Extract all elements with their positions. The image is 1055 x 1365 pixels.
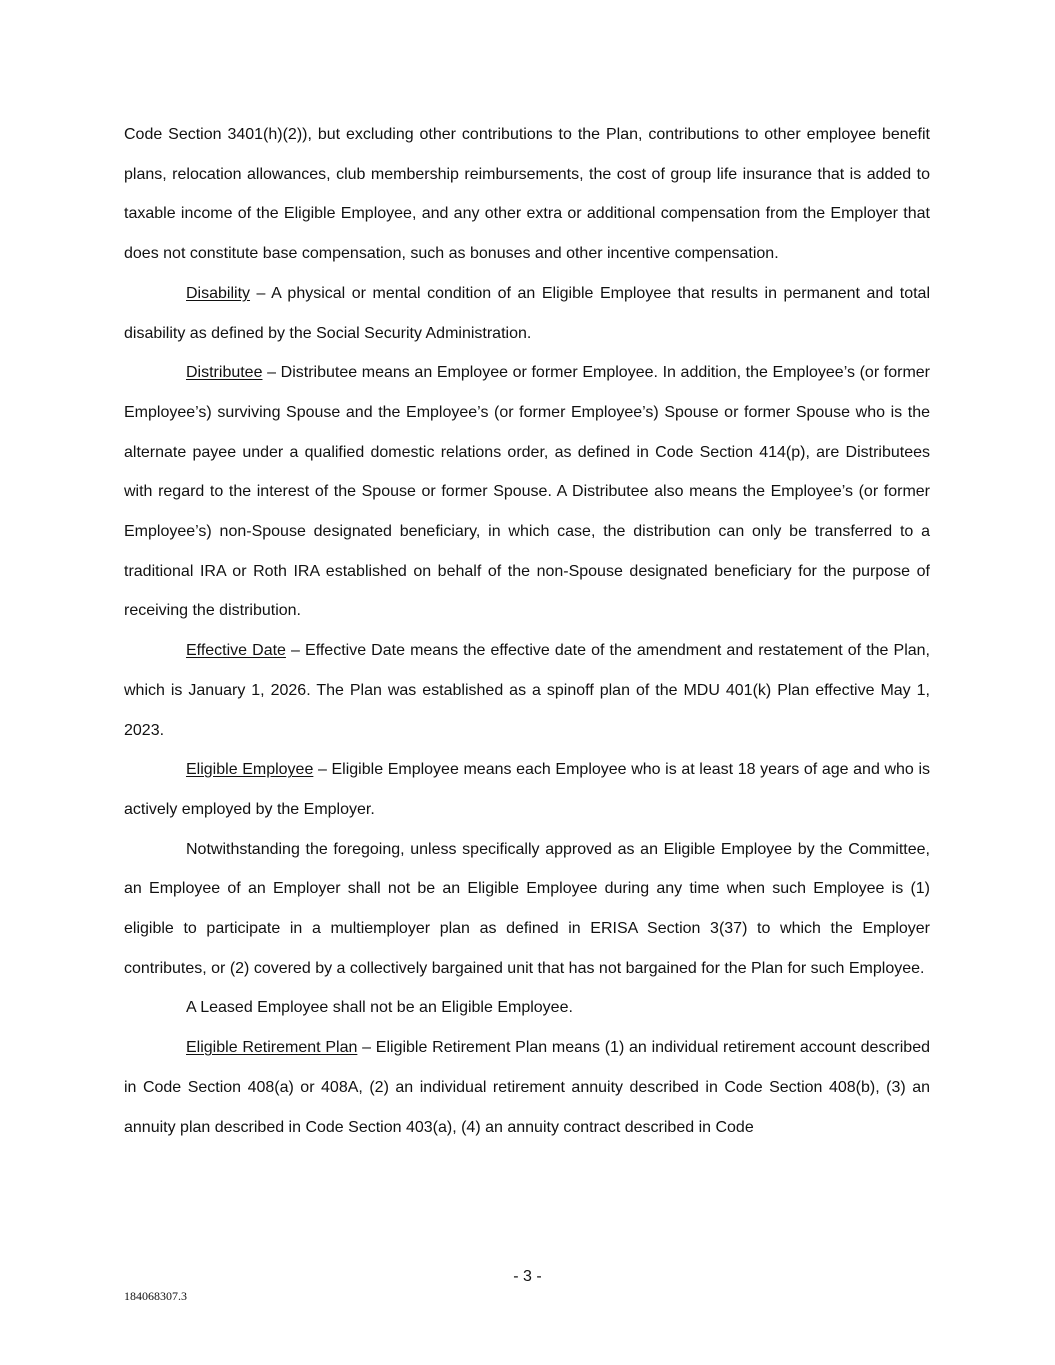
definition-text: Eligible Employee means each Employee who is at least 18 years of age and who is actively employed by the Employer. xyxy=(124,761,930,818)
page-number: - 3 - xyxy=(513,1268,542,1285)
paragraph-text: Notwithstanding the foregoing, unless specifically approved as an Eligible Employee by the Committee, an Employee of an Employer shall not be an Eligible Employee during any time when such Employee is (1) eligible to participate in a multiemployer plan as defined in ERISA Section 3(37) to which the Employer contributes, or (2) covered by a collectively bargained unit that has not bargained for the Plan for such Employee. xyxy=(124,840,930,977)
definition-text: Effective Date means the effective date of the amendment and restatement of the Plan, which is January 1, 2026. The Plan was established as a spinoff plan of the MDU 401(k) Plan effective May 1, 2023. xyxy=(124,642,931,739)
defined-term: Disability xyxy=(186,284,251,302)
paragraph-leased-employee xyxy=(124,988,930,1028)
paragraph-text: Code Section 3401(h)(2)), but excluding other contributions to the Plan, contributions to other employee benefit plans, relocation allowances, club membership reimbursements, the cost of group life insurance that is added to taxable income of the Eligible Employee, and any other extra or additional compensation from the Employer that does not constitute base compensation, such as bonuses and other incentive compensation. xyxy=(124,126,930,263)
defined-term: Eligible Retirement Plan xyxy=(186,1039,358,1057)
term-separator: – xyxy=(357,1039,376,1057)
definition-text: A physical or mental condition of an Eligible Employee that results in permanent and total disability as defined by the Social Security Administration. xyxy=(124,284,930,342)
definition-effective-date xyxy=(124,631,930,750)
definition-disability xyxy=(124,274,930,353)
defined-term: Effective Date xyxy=(186,642,286,660)
term-separator: – xyxy=(285,642,306,660)
paragraph-text: A Leased Employee shall not be an Eligible Employee. xyxy=(186,999,573,1017)
document-body xyxy=(124,115,930,1147)
definition-eligible-employee xyxy=(124,750,930,829)
document-id: 184068307.3 xyxy=(124,1289,187,1303)
definition-distributee xyxy=(124,353,930,631)
definition-text: Eligible Retirement Plan means (1) an individual retirement account described in Code Section 408(a) or 408A, (2) an individual retirement annuity described in Code Section 408(b), (3) an annuity plan described in Code Section 403(a), (4) an annuity contract described in Code xyxy=(124,1039,930,1136)
term-separator: – xyxy=(262,364,281,382)
term-separator: – xyxy=(250,284,272,302)
defined-term: Eligible Employee xyxy=(186,761,314,779)
defined-term: Distributee xyxy=(186,364,263,382)
term-separator: – xyxy=(313,761,332,779)
definition-eligible-retirement-plan xyxy=(124,1028,930,1147)
paragraph-notwithstanding xyxy=(124,830,930,989)
definition-text: Distributee means an Employee or former Employee. In addition, the Employee’s (or former Employee’s) surviving Spouse and the Employee’s (or former Employee’s) Spouse or former Spouse who is the alternate payee under a qualified domestic relations order, as defined in Code Section 414(p), are Distributees with regard to the interest of the Spouse or former Spouse. A Distributee also means the Employee’s (or former Employee’s) non-Spouse designated beneficiary, in which case, the distribution can only be transferred to a traditional IRA or Roth IRA established on behalf of the non-Spouse designated beneficiary for the purpose of receiving the distribution. xyxy=(124,364,931,620)
paragraph-compensation-continued xyxy=(124,115,930,274)
